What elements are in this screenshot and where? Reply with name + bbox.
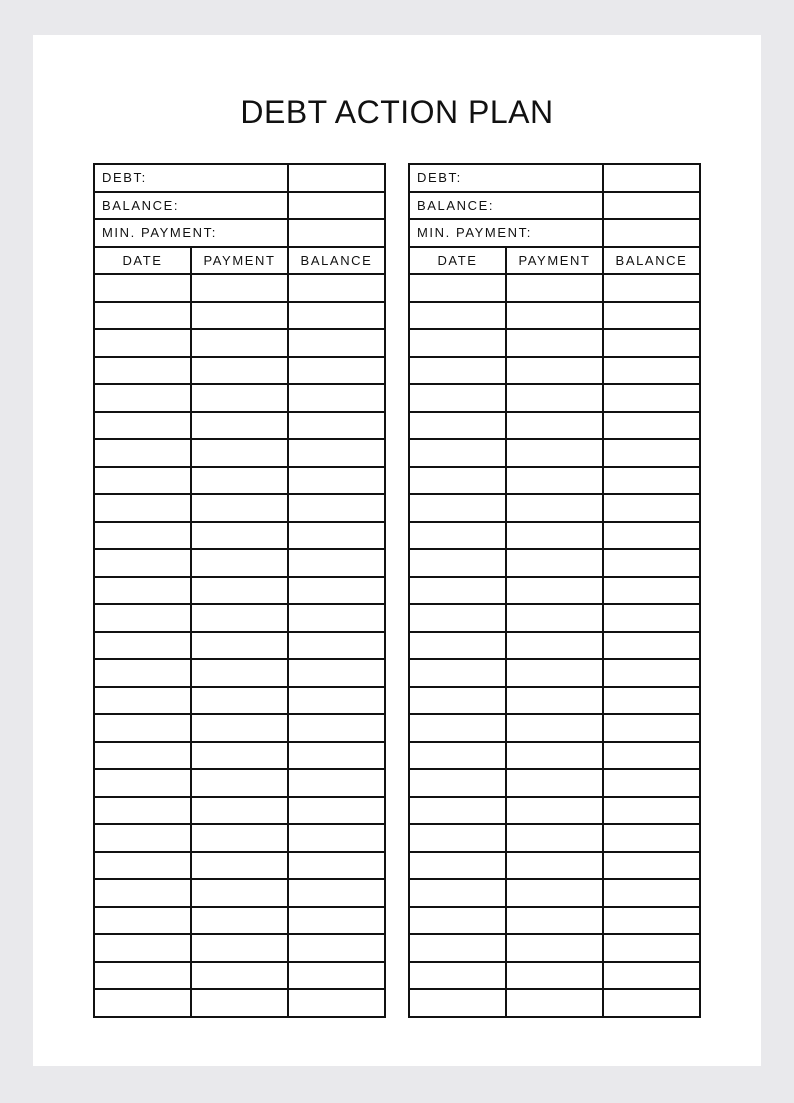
balance-cell[interactable]: [288, 439, 385, 467]
date-cell[interactable]: [94, 439, 191, 467]
min-payment-row: [94, 219, 385, 247]
balance-cell[interactable]: [603, 302, 700, 330]
balance-cell[interactable]: [288, 412, 385, 440]
table-row: [94, 769, 385, 797]
table-row: [409, 384, 700, 412]
payment-cell[interactable]: [191, 329, 288, 357]
min-payment-value-cell[interactable]: [288, 219, 385, 247]
table-row: [94, 412, 385, 440]
payment-cell[interactable]: [506, 769, 603, 797]
payment-cell[interactable]: [191, 797, 288, 825]
balance-cell[interactable]: [603, 687, 700, 715]
table-row: [94, 357, 385, 385]
payment-cell[interactable]: [506, 604, 603, 632]
column-header-row: [409, 247, 700, 275]
balance-cell[interactable]: [603, 522, 700, 550]
payment-cell[interactable]: [506, 852, 603, 880]
date-cell[interactable]: [409, 687, 506, 715]
payment-cell[interactable]: [506, 714, 603, 742]
table-row: [94, 659, 385, 687]
balance-cell[interactable]: [288, 989, 385, 1017]
date-cell[interactable]: [94, 274, 191, 302]
table-row: [409, 604, 700, 632]
date-cell[interactable]: [409, 412, 506, 440]
date-cell[interactable]: [94, 769, 191, 797]
balance-column-header: BALANCE: [288, 247, 385, 275]
balance-cell[interactable]: [603, 274, 700, 302]
balance-label: BALANCE:: [409, 192, 603, 220]
date-cell[interactable]: [94, 852, 191, 880]
date-cell[interactable]: [409, 604, 506, 632]
table-row: [409, 934, 700, 962]
balance-cell[interactable]: [288, 907, 385, 935]
balance-cell[interactable]: [603, 467, 700, 495]
table-row: [409, 522, 700, 550]
payment-cell[interactable]: [191, 879, 288, 907]
payment-cell[interactable]: [506, 962, 603, 990]
balance-cell[interactable]: [603, 439, 700, 467]
table-row: [94, 329, 385, 357]
debt-tracker-table-2: [408, 163, 701, 1018]
date-cell[interactable]: [94, 962, 191, 990]
date-cell[interactable]: [94, 384, 191, 412]
column-header-row: [94, 247, 385, 275]
balance-cell[interactable]: [603, 384, 700, 412]
payment-cell[interactable]: [191, 714, 288, 742]
balance-cell[interactable]: [288, 769, 385, 797]
table-row: [94, 824, 385, 852]
balance-cell[interactable]: [603, 962, 700, 990]
balance-cell[interactable]: [288, 522, 385, 550]
table-row: [409, 632, 700, 660]
balance-cell[interactable]: [288, 577, 385, 605]
min-payment-row: [409, 219, 700, 247]
date-column-header: DATE: [94, 247, 191, 275]
balance-cell[interactable]: [288, 962, 385, 990]
payment-cell[interactable]: [191, 302, 288, 330]
table-row: [409, 467, 700, 495]
date-cell[interactable]: [409, 384, 506, 412]
payment-cell[interactable]: [191, 907, 288, 935]
balance-cell[interactable]: [603, 769, 700, 797]
table-row: [409, 824, 700, 852]
table-row: [94, 302, 385, 330]
date-cell[interactable]: [409, 522, 506, 550]
table-row: [94, 522, 385, 550]
table-row: [94, 879, 385, 907]
debt-tracker-table-1: [93, 163, 386, 1018]
date-cell[interactable]: [409, 797, 506, 825]
payment-cell[interactable]: [191, 989, 288, 1017]
payment-cell[interactable]: [191, 494, 288, 522]
table-row: [94, 632, 385, 660]
balance-cell[interactable]: [603, 797, 700, 825]
date-column-header: DATE: [409, 247, 506, 275]
payment-cell[interactable]: [506, 439, 603, 467]
balance-cell[interactable]: [288, 604, 385, 632]
payment-cell[interactable]: [506, 329, 603, 357]
table-row: [94, 797, 385, 825]
table-row: [94, 687, 385, 715]
payment-cell[interactable]: [506, 632, 603, 660]
payment-cell[interactable]: [506, 522, 603, 550]
balance-cell[interactable]: [288, 384, 385, 412]
balance-cell[interactable]: [603, 549, 700, 577]
table-row: [409, 329, 700, 357]
payment-cell[interactable]: [191, 274, 288, 302]
date-cell[interactable]: [94, 577, 191, 605]
table-row: [94, 494, 385, 522]
payment-cell[interactable]: [191, 934, 288, 962]
table-row: [409, 357, 700, 385]
table-row: [409, 577, 700, 605]
date-cell[interactable]: [94, 879, 191, 907]
date-cell[interactable]: [409, 714, 506, 742]
balance-column-header: BALANCE: [603, 247, 700, 275]
date-cell[interactable]: [409, 852, 506, 880]
payment-cell[interactable]: [506, 797, 603, 825]
payment-cell[interactable]: [191, 357, 288, 385]
date-cell[interactable]: [409, 934, 506, 962]
date-cell[interactable]: [94, 604, 191, 632]
payment-cell[interactable]: [506, 467, 603, 495]
date-cell[interactable]: [94, 549, 191, 577]
debt-label: DEBT:: [409, 164, 603, 192]
date-cell[interactable]: [94, 632, 191, 660]
balance-cell[interactable]: [603, 577, 700, 605]
date-cell[interactable]: [94, 907, 191, 935]
payment-cell[interactable]: [506, 687, 603, 715]
table-row: [409, 412, 700, 440]
balance-cell[interactable]: [288, 274, 385, 302]
balance-cell[interactable]: [288, 714, 385, 742]
table-row: [94, 714, 385, 742]
balance-label: BALANCE:: [94, 192, 288, 220]
payment-cell[interactable]: [191, 467, 288, 495]
payment-cell[interactable]: [506, 742, 603, 770]
date-cell[interactable]: [409, 879, 506, 907]
payment-column-header: PAYMENT: [506, 247, 603, 275]
table-row: [409, 659, 700, 687]
table-row: [94, 934, 385, 962]
table-row: [409, 769, 700, 797]
date-cell[interactable]: [94, 357, 191, 385]
table-row: [94, 274, 385, 302]
date-cell[interactable]: [409, 549, 506, 577]
payment-cell[interactable]: [506, 384, 603, 412]
balance-cell[interactable]: [603, 879, 700, 907]
balance-cell[interactable]: [288, 632, 385, 660]
table-row: [409, 797, 700, 825]
date-cell[interactable]: [409, 989, 506, 1017]
table-row: [409, 494, 700, 522]
table-row: [94, 467, 385, 495]
table-row: [409, 302, 700, 330]
table-row: [409, 879, 700, 907]
payment-cell[interactable]: [506, 577, 603, 605]
balance-cell[interactable]: [288, 687, 385, 715]
table-row: [409, 439, 700, 467]
date-cell[interactable]: [409, 962, 506, 990]
date-cell[interactable]: [409, 824, 506, 852]
date-cell[interactable]: [409, 467, 506, 495]
payment-cell[interactable]: [191, 549, 288, 577]
balance-cell[interactable]: [288, 329, 385, 357]
balance-row: [409, 192, 700, 220]
payment-cell[interactable]: [506, 302, 603, 330]
balance-cell[interactable]: [603, 742, 700, 770]
page-title: DEBT ACTION PLAN: [240, 94, 554, 130]
min-payment-value-cell[interactable]: [603, 219, 700, 247]
payment-cell[interactable]: [506, 659, 603, 687]
table-row: [409, 989, 700, 1017]
balance-cell[interactable]: [288, 797, 385, 825]
payment-cell[interactable]: [191, 852, 288, 880]
table-row: [94, 577, 385, 605]
date-cell[interactable]: [94, 329, 191, 357]
payment-cell[interactable]: [191, 632, 288, 660]
date-cell[interactable]: [409, 357, 506, 385]
date-cell[interactable]: [409, 742, 506, 770]
date-cell[interactable]: [94, 824, 191, 852]
payment-cell[interactable]: [191, 384, 288, 412]
balance-cell[interactable]: [603, 989, 700, 1017]
min-payment-label: MIN. PAYMENT:: [94, 219, 288, 247]
payment-cell[interactable]: [506, 412, 603, 440]
min-payment-label: MIN. PAYMENT:: [409, 219, 603, 247]
table-row: [94, 742, 385, 770]
balance-cell[interactable]: [288, 824, 385, 852]
payment-cell[interactable]: [191, 742, 288, 770]
balance-cell[interactable]: [603, 907, 700, 935]
date-cell[interactable]: [409, 494, 506, 522]
balance-value-cell[interactable]: [603, 192, 700, 220]
date-cell[interactable]: [94, 714, 191, 742]
balance-cell[interactable]: [603, 412, 700, 440]
balance-cell[interactable]: [288, 852, 385, 880]
date-cell[interactable]: [409, 907, 506, 935]
table-row: [94, 604, 385, 632]
balance-cell[interactable]: [603, 934, 700, 962]
debt-row: [409, 164, 700, 192]
balance-cell[interactable]: [603, 604, 700, 632]
table-row: [94, 989, 385, 1017]
table-row: [409, 852, 700, 880]
payment-cell[interactable]: [191, 439, 288, 467]
payment-cell[interactable]: [506, 879, 603, 907]
balance-cell[interactable]: [288, 549, 385, 577]
debt-value-cell[interactable]: [288, 164, 385, 192]
date-cell[interactable]: [409, 632, 506, 660]
balance-cell[interactable]: [288, 467, 385, 495]
payment-column-header: PAYMENT: [191, 247, 288, 275]
table-row: [409, 962, 700, 990]
balance-cell[interactable]: [288, 742, 385, 770]
payment-cell[interactable]: [506, 494, 603, 522]
balance-value-cell[interactable]: [288, 192, 385, 220]
balance-cell[interactable]: [603, 824, 700, 852]
table-row: [409, 274, 700, 302]
balance-cell[interactable]: [603, 659, 700, 687]
date-cell[interactable]: [409, 439, 506, 467]
balance-cell[interactable]: [288, 357, 385, 385]
payment-cell[interactable]: [191, 659, 288, 687]
balance-cell[interactable]: [603, 632, 700, 660]
debt-row: [94, 164, 385, 192]
date-cell[interactable]: [409, 769, 506, 797]
balance-cell[interactable]: [288, 879, 385, 907]
date-cell[interactable]: [94, 412, 191, 440]
balance-cell[interactable]: [288, 302, 385, 330]
payment-cell[interactable]: [506, 274, 603, 302]
date-cell[interactable]: [94, 797, 191, 825]
payment-cell[interactable]: [506, 934, 603, 962]
payment-cell[interactable]: [191, 604, 288, 632]
table-row: [409, 549, 700, 577]
date-cell[interactable]: [94, 687, 191, 715]
balance-cell[interactable]: [603, 714, 700, 742]
payment-cell[interactable]: [191, 522, 288, 550]
date-cell[interactable]: [94, 989, 191, 1017]
date-cell[interactable]: [409, 274, 506, 302]
table-row: [409, 687, 700, 715]
payment-cell[interactable]: [191, 412, 288, 440]
table-row: [94, 962, 385, 990]
date-cell[interactable]: [409, 329, 506, 357]
table-row: [94, 384, 385, 412]
date-cell[interactable]: [94, 934, 191, 962]
table-row: [409, 742, 700, 770]
payment-cell[interactable]: [506, 824, 603, 852]
payment-cell[interactable]: [191, 577, 288, 605]
table-row: [409, 714, 700, 742]
payment-cell[interactable]: [191, 769, 288, 797]
table-row: [409, 907, 700, 935]
debt-value-cell[interactable]: [603, 164, 700, 192]
payment-cell[interactable]: [506, 989, 603, 1017]
date-cell[interactable]: [94, 522, 191, 550]
date-cell[interactable]: [409, 659, 506, 687]
balance-cell[interactable]: [603, 329, 700, 357]
payment-cell[interactable]: [191, 962, 288, 990]
date-cell[interactable]: [409, 577, 506, 605]
balance-row: [94, 192, 385, 220]
table-row: [94, 852, 385, 880]
table-row: [94, 549, 385, 577]
payment-cell[interactable]: [191, 687, 288, 715]
payment-cell[interactable]: [506, 907, 603, 935]
date-cell[interactable]: [94, 302, 191, 330]
table-row: [94, 907, 385, 935]
balance-cell[interactable]: [603, 852, 700, 880]
date-cell[interactable]: [409, 302, 506, 330]
payment-cell[interactable]: [506, 549, 603, 577]
balance-cell[interactable]: [603, 494, 700, 522]
balance-cell[interactable]: [288, 659, 385, 687]
table-row: [94, 439, 385, 467]
balance-cell[interactable]: [288, 494, 385, 522]
date-cell[interactable]: [94, 494, 191, 522]
date-cell[interactable]: [94, 467, 191, 495]
payment-cell[interactable]: [191, 824, 288, 852]
debt-label: DEBT:: [94, 164, 288, 192]
date-cell[interactable]: [94, 742, 191, 770]
balance-cell[interactable]: [603, 357, 700, 385]
date-cell[interactable]: [94, 659, 191, 687]
balance-cell[interactable]: [288, 934, 385, 962]
payment-cell[interactable]: [506, 357, 603, 385]
